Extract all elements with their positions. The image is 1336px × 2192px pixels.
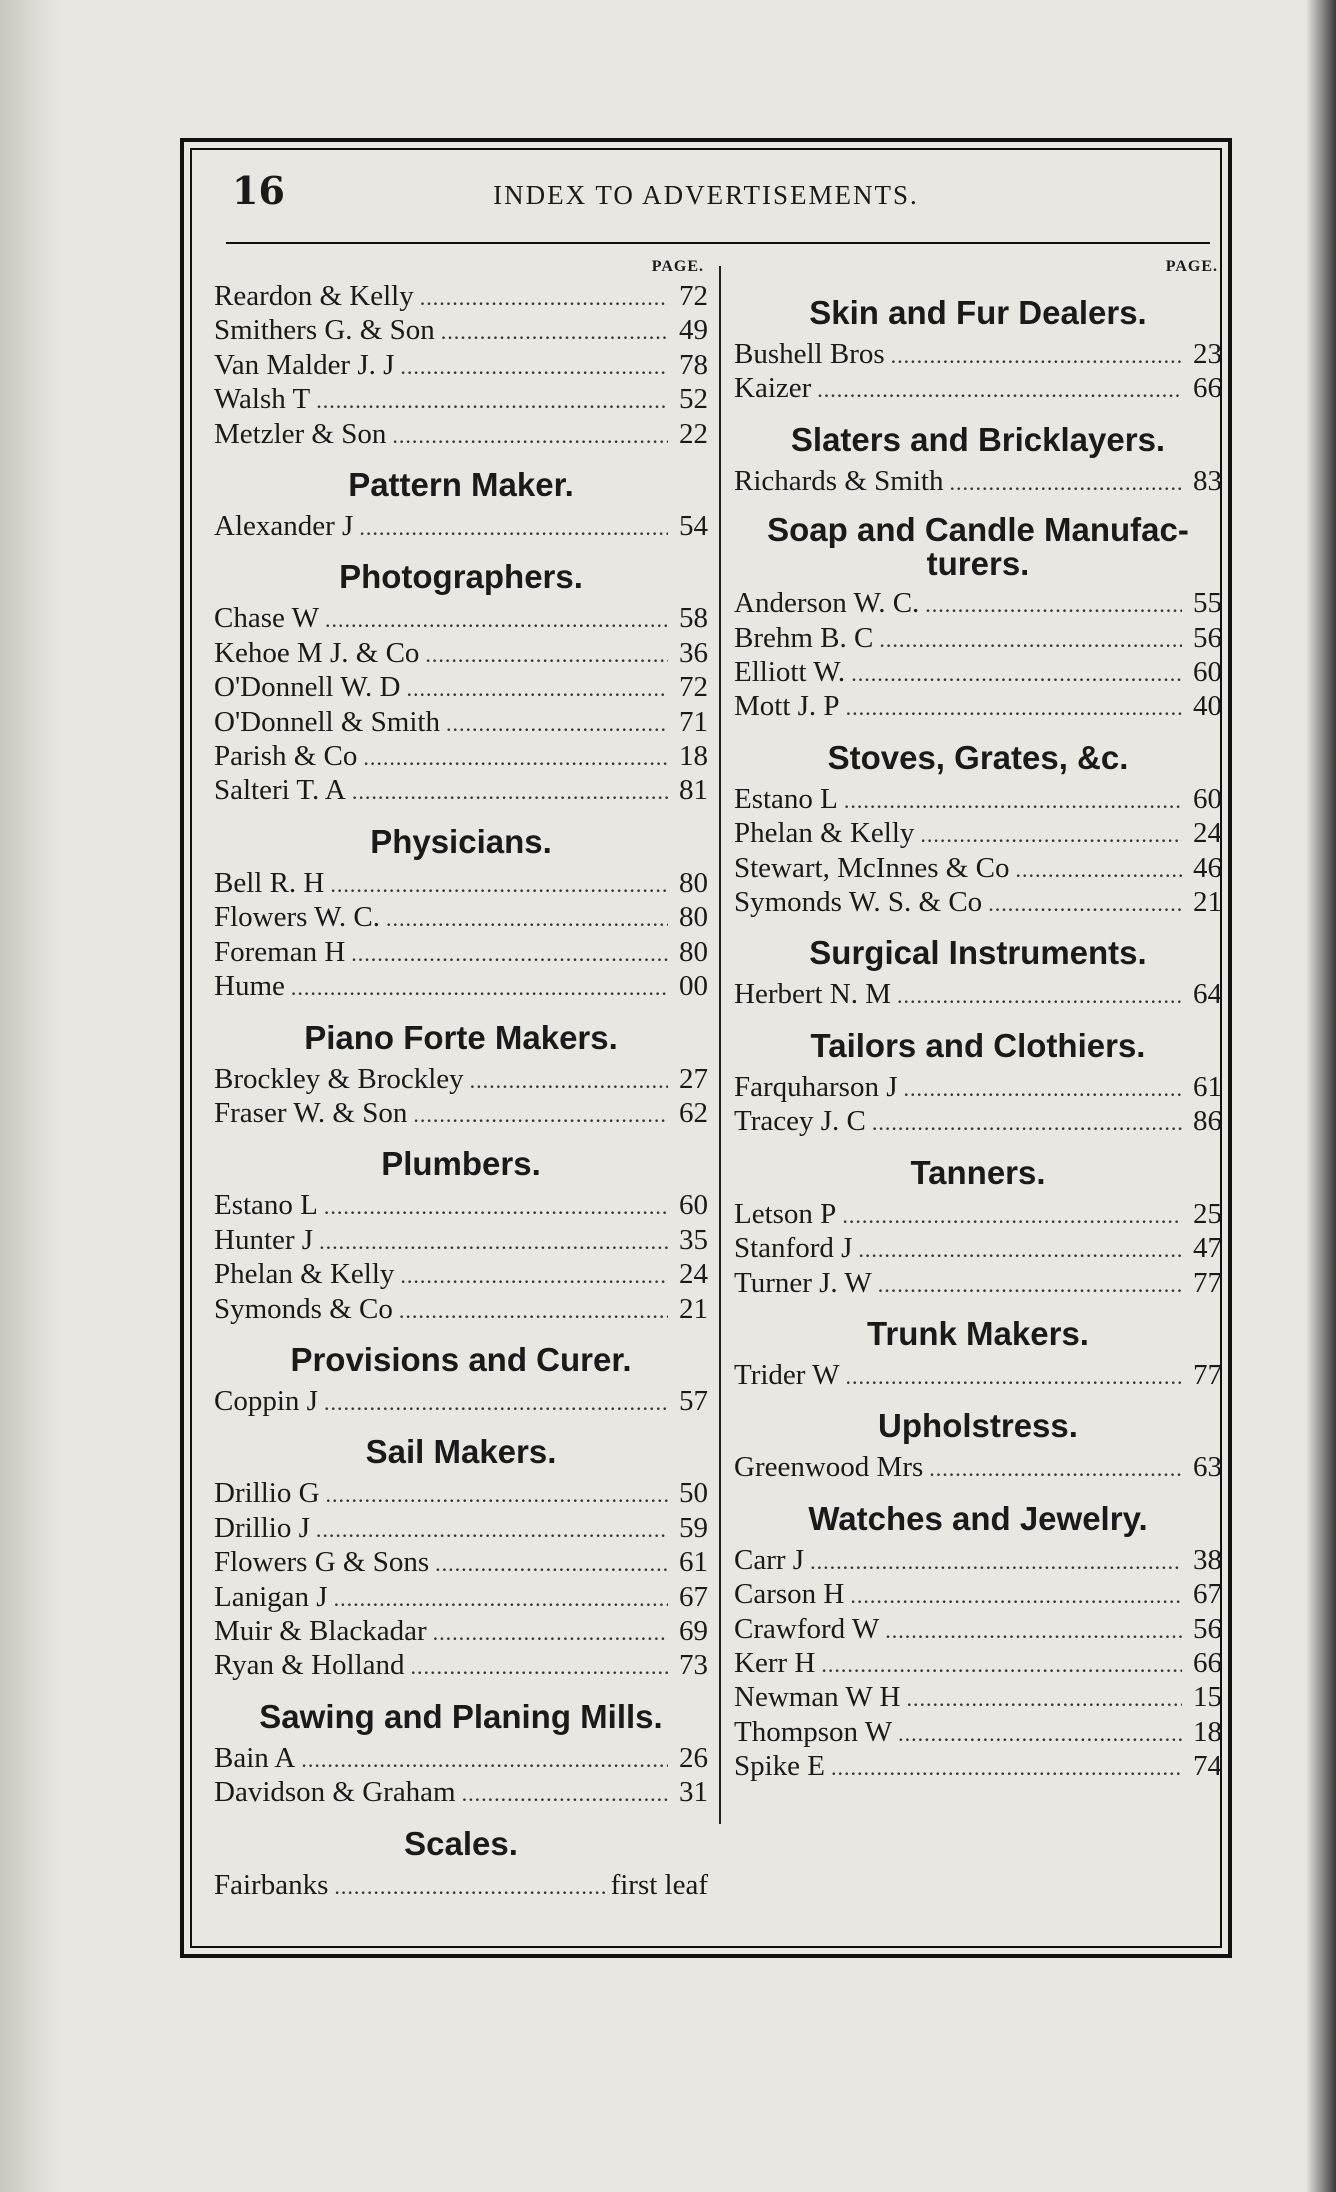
index-entry	[734, 1716, 1222, 1750]
dot-leader	[316, 1514, 668, 1546]
category-heading: Trunk Makers.	[867, 1314, 1089, 1352]
advertiser-name: Letson P	[734, 1197, 837, 1230]
index-entry	[214, 383, 708, 417]
advertiser-name: Farquharson J	[734, 1070, 898, 1103]
index-entry	[214, 1546, 708, 1580]
index-entry	[734, 1451, 1222, 1485]
left-index-list	[214, 280, 708, 1903]
dot-leader	[406, 673, 668, 705]
category-heading: Skin and Fur Dealers.	[809, 294, 1147, 331]
page-reference: 26	[679, 1741, 708, 1774]
category-heading-line: Soap and Candle Manufac-	[767, 511, 1189, 549]
index-entry	[214, 774, 708, 808]
dot-leader	[316, 385, 668, 417]
page-reference: 77	[1193, 1358, 1222, 1391]
index-entry	[734, 886, 1222, 920]
advertiser-name: Foreman H	[214, 935, 346, 968]
index-entry	[734, 1267, 1222, 1301]
dot-leader	[1015, 854, 1182, 886]
page-reference: 31	[679, 1776, 708, 1809]
index-entry	[214, 901, 708, 935]
advertiser-name: Kerr H	[734, 1646, 816, 1679]
category-heading: Stoves, Grates, &c.	[827, 738, 1129, 776]
page-reference: 74	[1193, 1750, 1222, 1783]
dot-leader	[351, 938, 668, 970]
page-reference: 23	[1193, 338, 1222, 370]
page-reference: 27	[679, 1062, 708, 1095]
page-reference: 56	[1193, 1612, 1222, 1645]
page-column-label: PAGE.	[651, 258, 704, 275]
page-reference: 64	[1193, 978, 1222, 1011]
page-reference: 24	[1193, 817, 1222, 850]
advertiser-name: Spike E	[734, 1750, 826, 1783]
dot-leader	[821, 1649, 1182, 1681]
index-entry	[734, 1578, 1222, 1612]
index-entry	[214, 671, 708, 705]
page-right-edge	[1306, 0, 1336, 2192]
column-divider	[719, 266, 721, 1824]
dot-leader	[920, 819, 1182, 851]
advertiser-name: Chase W	[214, 602, 319, 635]
advertiser-name: Fraser W. & Son	[214, 1096, 408, 1129]
index-entry	[214, 970, 708, 1004]
index-entry	[214, 1097, 708, 1131]
category-heading: Tailors and Clothiers.	[810, 1026, 1146, 1064]
dot-leader	[324, 1387, 668, 1419]
advertiser-name: Metzler & Son	[214, 417, 387, 450]
page-reference: 86	[1193, 1105, 1222, 1138]
index-entry	[214, 1512, 708, 1546]
index-entry	[734, 852, 1222, 886]
advertiser-name: Carr J	[734, 1543, 805, 1576]
advertiser-name: Davidson & Graham	[214, 1776, 456, 1809]
dot-leader	[898, 1718, 1182, 1750]
advertiser-name: Phelan & Kelly	[214, 1258, 395, 1291]
page-header	[192, 168, 1220, 218]
dot-leader	[891, 340, 1182, 372]
advertiser-name: Richards & Smith	[734, 464, 944, 497]
dot-leader	[392, 420, 668, 452]
advertiser-name: Brehm B. C	[734, 621, 874, 654]
index-entry	[734, 622, 1222, 656]
index-entry	[734, 1359, 1222, 1393]
dot-leader	[949, 467, 1182, 499]
dot-leader	[842, 1200, 1182, 1232]
advertiser-name: Muir & Blackadar	[214, 1614, 427, 1647]
page-reference: 67	[1193, 1578, 1222, 1611]
index-entry	[734, 465, 1222, 499]
index-entry	[214, 1742, 708, 1776]
dot-leader	[925, 589, 1182, 621]
advertiser-name: Hume	[214, 970, 285, 1003]
dot-leader	[879, 624, 1182, 656]
advertiser-name: Newman W H	[734, 1681, 901, 1714]
book-gutter-edge	[0, 0, 62, 2192]
advertiser-name: Turner J. W	[734, 1266, 872, 1299]
index-entry	[214, 1869, 708, 1903]
page-reference: 67	[679, 1580, 708, 1613]
dot-leader	[858, 1234, 1182, 1266]
page-reference: 24	[679, 1258, 708, 1291]
index-entry	[214, 1776, 708, 1810]
dot-leader	[386, 903, 668, 935]
index-entry	[214, 867, 708, 901]
advertiser-name: Ryan & Holland	[214, 1649, 405, 1682]
page-reference: 77	[1193, 1266, 1222, 1299]
dot-leader	[988, 888, 1182, 920]
advertiser-name: Herbert N. M	[734, 978, 892, 1011]
advertiser-name: Stanford J	[734, 1232, 853, 1265]
dot-leader	[904, 1073, 1182, 1105]
index-entry	[214, 1649, 708, 1683]
page-reference: 15	[1193, 1681, 1222, 1714]
index-entry	[214, 637, 708, 671]
advertiser-name: Hunter J	[214, 1223, 314, 1256]
right-index-list	[734, 294, 1222, 1785]
dot-leader	[878, 1269, 1182, 1301]
category-heading: Scales.	[404, 1824, 518, 1862]
page-reference: 49	[679, 314, 708, 347]
category-heading: Photographers.	[339, 558, 583, 596]
index-entry	[734, 372, 1222, 406]
page-reference: 60	[679, 1189, 708, 1222]
page-column-label: PAGE.	[1165, 258, 1218, 275]
page-reference: 35	[679, 1223, 708, 1256]
page-reference: 18	[1193, 1715, 1222, 1748]
dot-leader	[929, 1453, 1182, 1485]
dot-leader	[400, 1260, 668, 1292]
dot-leader	[325, 604, 668, 636]
page-reference: 50	[679, 1477, 708, 1510]
category-heading: Plumbers.	[381, 1145, 541, 1183]
advertiser-name: Kaizer	[734, 372, 812, 405]
page-reference: 81	[679, 774, 708, 807]
index-entry	[734, 1071, 1222, 1105]
category-heading: Watches and Jewelry.	[808, 1499, 1148, 1537]
advertiser-name: Coppin J	[214, 1384, 318, 1417]
dot-leader	[363, 742, 668, 774]
index-entry	[734, 1544, 1222, 1578]
page-reference: 47	[1193, 1232, 1222, 1265]
advertiser-name: Greenwood Mrs	[734, 1451, 924, 1484]
category-heading: Provisions and Curer.	[290, 1340, 632, 1378]
index-entry	[734, 817, 1222, 851]
index-entry	[214, 1224, 708, 1258]
advertiser-name: Anderson W. C.	[734, 587, 920, 620]
dot-leader	[413, 1099, 668, 1131]
page-reference: 80	[679, 866, 708, 899]
dot-leader	[851, 658, 1182, 690]
dot-leader	[435, 1548, 668, 1580]
index-entry	[214, 1385, 708, 1419]
index-entry	[734, 690, 1222, 724]
page-reference: 22	[679, 417, 708, 450]
left-column	[214, 258, 708, 1903]
page-reference: 46	[1193, 851, 1222, 884]
advertiser-name: Elliott W.	[734, 656, 846, 689]
advertiser-name: Crawford W	[734, 1612, 880, 1645]
advertiser-name: Brockley & Brockley	[214, 1062, 464, 1095]
index-entry	[734, 587, 1222, 621]
advertiser-name: O'Donnell W. D	[214, 671, 401, 704]
page-reference: 66	[1193, 1646, 1222, 1679]
index-entry	[214, 740, 708, 774]
page-reference: first leaf	[610, 1868, 708, 1901]
dot-leader	[324, 1191, 668, 1223]
dot-leader	[441, 316, 668, 348]
page-reference: 56	[1193, 621, 1222, 654]
page-reference: 72	[679, 671, 708, 704]
dot-leader	[831, 1752, 1182, 1784]
index-entry	[734, 1198, 1222, 1232]
page-reference: 58	[679, 602, 708, 635]
dot-leader	[462, 1778, 668, 1810]
page-reference: 69	[679, 1614, 708, 1647]
advertiser-name: Drillio J	[214, 1511, 310, 1544]
page-reference: 00	[679, 970, 708, 1003]
index-entry	[214, 1293, 708, 1327]
advertiser-name: Phelan & Kelly	[734, 817, 915, 850]
index-entry	[214, 1063, 708, 1097]
page-frame-inner	[190, 148, 1222, 1948]
dot-leader	[844, 785, 1182, 817]
advertiser-name: Kehoe M J. & Co	[214, 636, 420, 669]
advertiser-name: Mott J. P	[734, 690, 840, 723]
index-entry	[734, 1232, 1222, 1266]
index-entry	[214, 936, 708, 970]
advertiser-name: Estano L	[734, 782, 838, 815]
index-entry	[734, 1750, 1222, 1784]
dot-leader	[420, 282, 668, 314]
page-reference: 66	[1193, 372, 1222, 405]
index-entry	[734, 978, 1222, 1012]
page-reference: 38	[1193, 1543, 1222, 1576]
page-number: 16	[232, 168, 285, 213]
advertiser-name: Flowers W. C.	[214, 901, 380, 934]
index-entry	[214, 314, 708, 348]
dot-leader	[330, 869, 668, 901]
advertiser-name: O'Donnell & Smith	[214, 705, 440, 738]
running-title: INDEX TO ADVERTISEMENTS.	[493, 180, 919, 210]
page-reference: 59	[679, 1511, 708, 1544]
page-reference: 52	[679, 383, 708, 416]
page-reference: 61	[1193, 1070, 1222, 1103]
page-reference: 78	[679, 348, 708, 381]
page-frame	[180, 138, 1232, 1958]
dot-leader	[301, 1744, 668, 1776]
page-reference: 72	[679, 280, 708, 312]
dot-leader	[885, 1615, 1182, 1647]
advertiser-name: Thompson W	[734, 1715, 893, 1748]
page-reference: 54	[679, 510, 708, 543]
dot-leader	[897, 980, 1182, 1012]
advertiser-name: Trider W	[734, 1358, 840, 1391]
advertiser-name: Parish & Co	[214, 740, 358, 773]
page-reference: 36	[679, 636, 708, 669]
page-reference: 21	[1193, 886, 1222, 919]
index-entry	[214, 1581, 708, 1615]
index-entry	[734, 1613, 1222, 1647]
dot-leader	[334, 1871, 604, 1903]
advertiser-name: Symonds W. S. & Co	[734, 886, 983, 919]
index-entry	[214, 349, 708, 383]
index-entry	[734, 338, 1222, 372]
advertiser-name: Fairbanks	[214, 1868, 329, 1901]
category-heading: Sawing and Planing Mills.	[259, 1697, 663, 1735]
dot-leader	[352, 776, 668, 808]
advertiser-name: Symonds & Co	[214, 1292, 393, 1325]
advertiser-name: Stewart, McInnes & Co	[734, 851, 1010, 884]
dot-leader	[446, 708, 668, 740]
page-reference: 71	[679, 705, 708, 738]
advertiser-name: Reardon & Kelly	[214, 280, 414, 312]
index-entry	[214, 418, 708, 452]
category-heading: Tanners.	[910, 1153, 1046, 1191]
advertiser-name: Bell R. H	[214, 866, 325, 899]
advertiser-name: Bain A	[214, 1741, 296, 1774]
page-reference: 80	[679, 901, 708, 934]
dot-leader	[399, 1295, 668, 1327]
page-reference: 18	[679, 740, 708, 773]
index-entry	[734, 1647, 1222, 1681]
page-reference: 62	[679, 1096, 708, 1129]
header-rule	[226, 242, 1210, 244]
index-entry	[214, 1258, 708, 1292]
index-entry	[734, 1681, 1222, 1715]
index-entry	[214, 1615, 708, 1649]
index-entry	[214, 1189, 708, 1223]
category-heading	[734, 513, 1222, 581]
advertiser-name: Smithers G. & Son	[214, 314, 435, 347]
index-entry	[734, 656, 1222, 690]
index-entry	[734, 783, 1222, 817]
index-entry	[214, 602, 708, 636]
advertiser-name: Bushell Bros	[734, 338, 885, 370]
advertiser-name: Alexander J	[214, 510, 354, 543]
page-reference: 25	[1193, 1197, 1222, 1230]
index-entry	[214, 706, 708, 740]
dot-leader	[872, 1107, 1182, 1139]
category-heading-line: turers.	[926, 545, 1030, 583]
page-reference: 63	[1193, 1451, 1222, 1484]
category-heading: Sail Makers.	[365, 1433, 557, 1471]
advertiser-name: Walsh T	[214, 383, 311, 416]
page-reference: 57	[679, 1384, 708, 1417]
index-entry	[214, 510, 708, 544]
advertiser-name: Carson H	[734, 1578, 845, 1611]
page-reference: 55	[1193, 587, 1222, 620]
category-heading: Slaters and Bricklayers.	[790, 420, 1166, 458]
dot-leader	[411, 1651, 668, 1683]
category-heading: Pattern Maker.	[348, 466, 574, 504]
advertiser-name: Lanigan J	[214, 1580, 328, 1613]
advertiser-name: Estano L	[214, 1189, 318, 1222]
page-reference: 60	[1193, 656, 1222, 689]
advertiser-name: Drillio G	[214, 1477, 320, 1510]
right-column	[734, 258, 1222, 1785]
dot-leader	[334, 1583, 668, 1615]
advertiser-name: Tracey J. C	[734, 1105, 866, 1138]
page-reference: 80	[679, 935, 708, 968]
page-reference: 60	[1193, 782, 1222, 815]
page-reference: 83	[1193, 464, 1222, 497]
category-heading: Physicians.	[370, 822, 552, 860]
category-heading: Surgical Instruments.	[809, 934, 1147, 972]
dot-leader	[319, 1226, 668, 1258]
dot-leader	[291, 972, 668, 1004]
dot-leader	[846, 692, 1182, 724]
advertiser-name: Van Malder J. J	[214, 348, 395, 381]
dot-leader	[817, 374, 1182, 406]
page-reference: 61	[679, 1546, 708, 1579]
dot-leader	[850, 1580, 1182, 1612]
dot-leader	[425, 639, 668, 671]
page-reference: 73	[679, 1649, 708, 1682]
index-entry	[734, 1105, 1222, 1139]
dot-leader	[846, 1361, 1182, 1393]
index-entry	[214, 1477, 708, 1511]
dot-leader	[470, 1065, 668, 1097]
page-reference: 40	[1193, 690, 1222, 723]
dot-leader	[810, 1546, 1182, 1578]
dot-leader	[433, 1617, 668, 1649]
advertiser-name: Flowers G & Sons	[214, 1546, 430, 1579]
category-heading: Upholstress.	[878, 1407, 1078, 1445]
dot-leader	[326, 1479, 668, 1511]
dot-leader	[359, 512, 668, 544]
page-reference: 21	[679, 1292, 708, 1325]
category-heading: Piano Forte Makers.	[304, 1018, 618, 1056]
index-entry	[214, 280, 708, 314]
dot-leader	[400, 351, 668, 383]
advertiser-name: Salteri T. A	[214, 774, 346, 807]
dot-leader	[906, 1683, 1182, 1715]
